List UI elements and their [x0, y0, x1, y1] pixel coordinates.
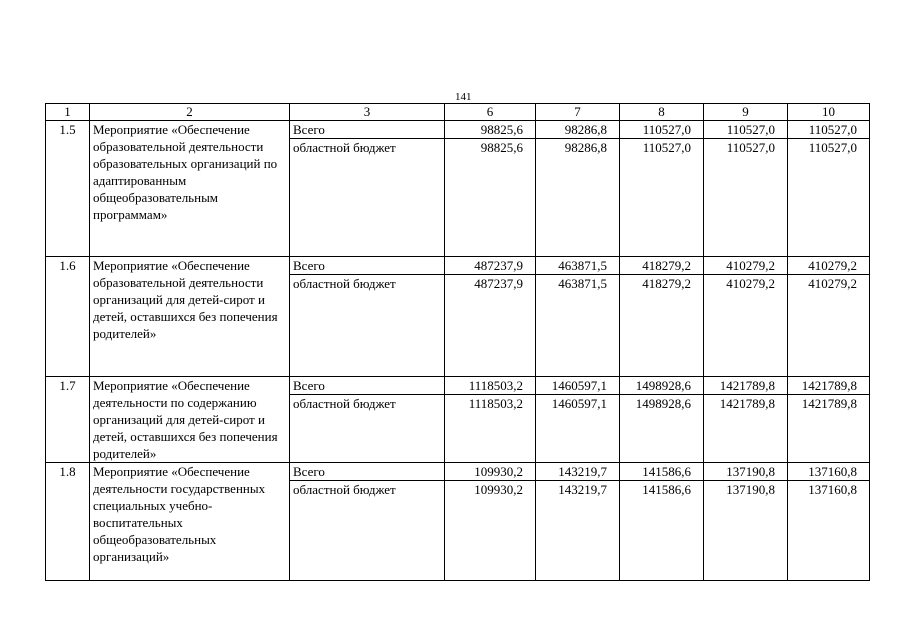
table-row-total [46, 463, 870, 481]
value-cell: 1460597,1 [536, 377, 620, 395]
table-row-total [46, 377, 870, 395]
table-row-total [46, 121, 870, 139]
value-cell: 418279,2 [620, 275, 704, 377]
header-cell: 9 [704, 104, 788, 121]
header-cell: 7 [536, 104, 620, 121]
value-cell: 410279,2 [704, 257, 788, 275]
value-cell: 98286,8 [536, 139, 620, 257]
row-index: 1.8 [46, 463, 90, 581]
source-label: областной бюджет [290, 395, 445, 463]
value-cell: 110527,0 [704, 121, 788, 139]
source-label: областной бюджет [290, 275, 445, 377]
header-cell: 1 [46, 104, 90, 121]
value-cell: 137190,8 [704, 481, 788, 581]
value-cell: 143219,7 [536, 463, 620, 481]
value-cell: 1118503,2 [445, 395, 536, 463]
row-description: Мероприятие «Обеспечение образовательной деятельности организаций для детей-сирот и детей, оставшихся без попечения родителей» [90, 257, 290, 377]
source-label: Всего [290, 121, 445, 139]
row-index: 1.5 [46, 121, 90, 257]
value-cell: 141586,6 [620, 481, 704, 581]
value-cell: 98825,6 [445, 121, 536, 139]
value-cell: 110527,0 [788, 139, 870, 257]
table-header-row [46, 104, 870, 121]
value-cell: 463871,5 [536, 275, 620, 377]
value-cell: 98825,6 [445, 139, 536, 257]
budget-table [45, 103, 870, 581]
value-cell: 410279,2 [704, 275, 788, 377]
value-cell: 1460597,1 [536, 395, 620, 463]
value-cell: 137160,8 [788, 481, 870, 581]
value-cell: 1421789,8 [704, 377, 788, 395]
source-label: Всего [290, 377, 445, 395]
value-cell: 418279,2 [620, 257, 704, 275]
value-cell: 143219,7 [536, 481, 620, 581]
source-label: Всего [290, 257, 445, 275]
value-cell: 110527,0 [704, 139, 788, 257]
value-cell: 1421789,8 [788, 377, 870, 395]
value-cell: 141586,6 [620, 463, 704, 481]
source-label: областной бюджет [290, 481, 445, 581]
value-cell: 463871,5 [536, 257, 620, 275]
source-label: областной бюджет [290, 139, 445, 257]
value-cell: 110527,0 [620, 121, 704, 139]
value-cell: 487237,9 [445, 275, 536, 377]
value-cell: 98286,8 [536, 121, 620, 139]
header-cell: 2 [90, 104, 290, 121]
value-cell: 1118503,2 [445, 377, 536, 395]
value-cell: 1421789,8 [788, 395, 870, 463]
row-description: Мероприятие «Обеспечение деятельности государственных специальных учебно-воспитательных общеобразовательных организаций» [90, 463, 290, 581]
value-cell: 110527,0 [788, 121, 870, 139]
value-cell: 137160,8 [788, 463, 870, 481]
row-description: Мероприятие «Обеспечение образовательной деятельности образовательных организаций по адаптированным общеобразовательным программам» [90, 121, 290, 257]
page-number: 141 [455, 91, 472, 103]
value-cell: 1421789,8 [704, 395, 788, 463]
value-cell: 410279,2 [788, 275, 870, 377]
value-cell: 109930,2 [445, 481, 536, 581]
row-index: 1.6 [46, 257, 90, 377]
header-cell: 10 [788, 104, 870, 121]
value-cell: 1498928,6 [620, 395, 704, 463]
table-row-total [46, 257, 870, 275]
value-cell: 487237,9 [445, 257, 536, 275]
value-cell: 410279,2 [788, 257, 870, 275]
value-cell: 1498928,6 [620, 377, 704, 395]
header-cell: 3 [290, 104, 445, 121]
value-cell: 110527,0 [620, 139, 704, 257]
header-cell: 6 [445, 104, 536, 121]
row-description: Мероприятие «Обеспечение деятельности по содержанию организаций для детей-сирот и детей, оставшихся без попечения родителей» [90, 377, 290, 463]
value-cell: 137190,8 [704, 463, 788, 481]
row-index: 1.7 [46, 377, 90, 463]
source-label: Всего [290, 463, 445, 481]
value-cell: 109930,2 [445, 463, 536, 481]
header-cell: 8 [620, 104, 704, 121]
